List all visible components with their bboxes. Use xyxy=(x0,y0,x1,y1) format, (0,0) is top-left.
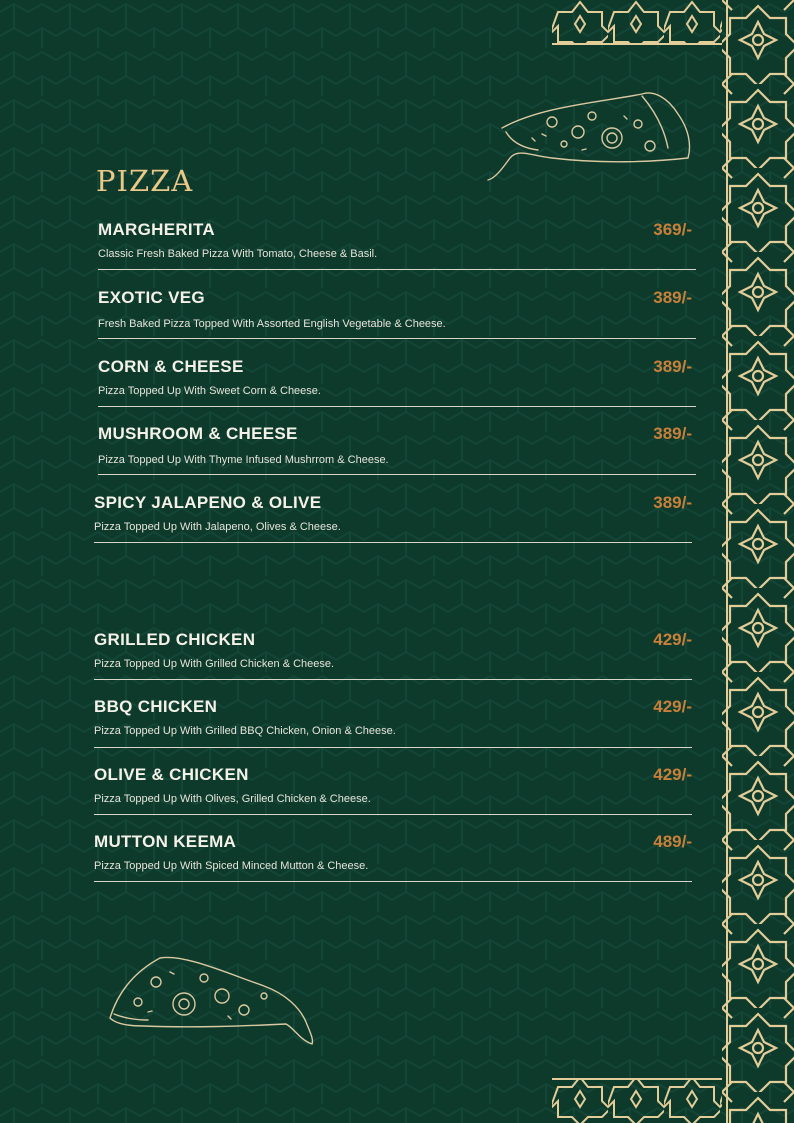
item-description: Pizza Topped Up With Jalapeno, Olives & Cheese. xyxy=(94,521,341,533)
menu-item xyxy=(98,288,696,339)
item-description: Classic Fresh Baked Pizza With Tomato, Cheese & Basil. xyxy=(98,248,378,260)
menu-item xyxy=(98,220,696,270)
menu-item xyxy=(98,424,696,475)
item-name: SPICY JALAPENO & OLIVE xyxy=(94,493,322,512)
item-name: CORN & CHEESE xyxy=(98,357,244,376)
item-price: 429/- xyxy=(653,630,692,649)
item-description: Pizza Topped Up With Sweet Corn & Cheese. xyxy=(98,385,321,397)
decorative-lattice-border xyxy=(722,0,794,1123)
item-name: EXOTIC VEG xyxy=(98,288,205,307)
item-price: 489/- xyxy=(653,832,692,851)
item-name: MUTTON KEEMA xyxy=(94,832,237,851)
item-description: Pizza Topped Up With Thyme Infused Mushrrom & Cheese. xyxy=(98,454,389,466)
item-description: Fresh Baked Pizza Topped With Assorted English Vegetable & Cheese. xyxy=(98,318,446,330)
menu-item xyxy=(94,630,692,680)
item-description: Pizza Topped Up With Spiced Minced Mutton & Cheese. xyxy=(94,860,369,872)
item-price: 429/- xyxy=(653,765,692,784)
item-price: 389/- xyxy=(653,357,692,376)
item-name: MARGHERITA xyxy=(98,220,215,239)
item-price: 389/- xyxy=(653,493,692,512)
pizza-slice-sketch-icon-bottom xyxy=(104,952,318,1048)
item-description: Pizza Topped Up With Grilled BBQ Chicken, Onion & Cheese. xyxy=(94,725,396,737)
menu-item xyxy=(94,493,692,543)
item-name: GRILLED CHICKEN xyxy=(94,630,256,649)
item-price: 369/- xyxy=(653,220,692,239)
item-price: 389/- xyxy=(653,288,692,307)
item-name: BBQ CHICKEN xyxy=(94,697,218,716)
menu-item xyxy=(94,832,692,882)
item-name: OLIVE & CHICKEN xyxy=(94,765,249,784)
section-title: PIZZA xyxy=(96,164,194,198)
item-description: Pizza Topped Up With Olives, Grilled Chicken & Cheese. xyxy=(94,793,371,805)
item-price: 389/- xyxy=(653,424,692,443)
item-name: MUSHROOM & CHEESE xyxy=(98,424,298,443)
item-description: Pizza Topped Up With Grilled Chicken & Cheese. xyxy=(94,658,335,670)
menu-item xyxy=(94,765,692,815)
menu-item xyxy=(98,357,696,407)
pizza-slice-sketch-icon xyxy=(482,88,694,184)
menu-item xyxy=(94,697,692,748)
lattice-corner-top xyxy=(552,0,722,48)
lattice-corner-bottom xyxy=(552,1075,722,1123)
item-price: 429/- xyxy=(653,697,692,716)
